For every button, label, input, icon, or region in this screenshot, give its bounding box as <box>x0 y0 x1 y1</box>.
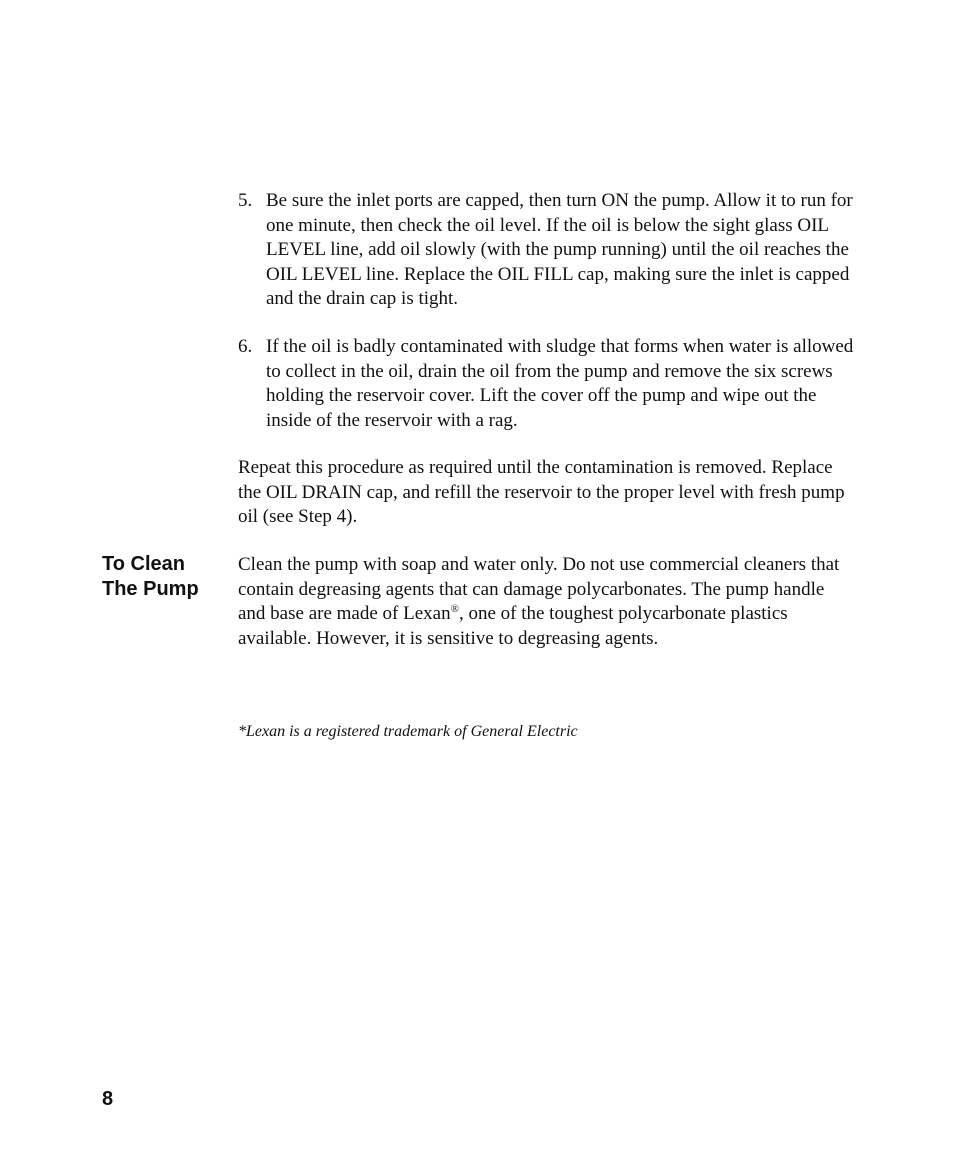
section-heading <box>102 552 232 602</box>
clean-pump-paragraph <box>238 553 854 651</box>
trademark-footnote: *Lexan is a registered trademark of General Electric <box>238 723 578 740</box>
repeat-procedure-paragraph: Repeat this procedure as required until the contamination is removed. Replace the OIL DRAIN cap, and refill the reservoir to the proper level with fresh pump oil (see Step 4). <box>238 457 845 528</box>
step-text: If the oil is badly contaminated with sludge that forms when water is allowed to collect in the oil, drain the oil from the pump and remove the six screws holding the reservoir cover. Lift the cover off the pump and wipe out the inside of the reservoir with a rag. <box>266 336 854 431</box>
registered-mark: ® <box>450 603 459 616</box>
step-text: Be sure the inlet ports are capped, then turn ON the pump. Allow it to run for one minute, then check the oil level. If the oil is below the sight glass OIL LEVEL line, add oil slowly (with the pump running) until the oil reaches the OIL LEVEL line. Replace the OIL FILL cap, making sure the inlet is capped and the drain cap is tight. <box>266 190 853 310</box>
section-heading-line-2: The Pump <box>102 578 199 600</box>
step-number: 5. <box>238 190 253 211</box>
page-number: 8 <box>102 1088 114 1110</box>
step-5 <box>238 189 854 312</box>
clean-pump-text-part-1: Clean the pump with soap and water only. Do not use commercial cleaners that contain degreasing agents that can damage polycarbonates. The pump handle and base are made of Lexan <box>238 554 840 625</box>
clean-pump-text-part-2: , one of the toughest polycarbonate plastics available. However, it is sensitive to degreasing agents. <box>238 603 788 649</box>
step-6 <box>238 335 854 433</box>
section-heading-line-1: To Clean <box>102 553 185 575</box>
step-number: 6. <box>238 336 253 357</box>
